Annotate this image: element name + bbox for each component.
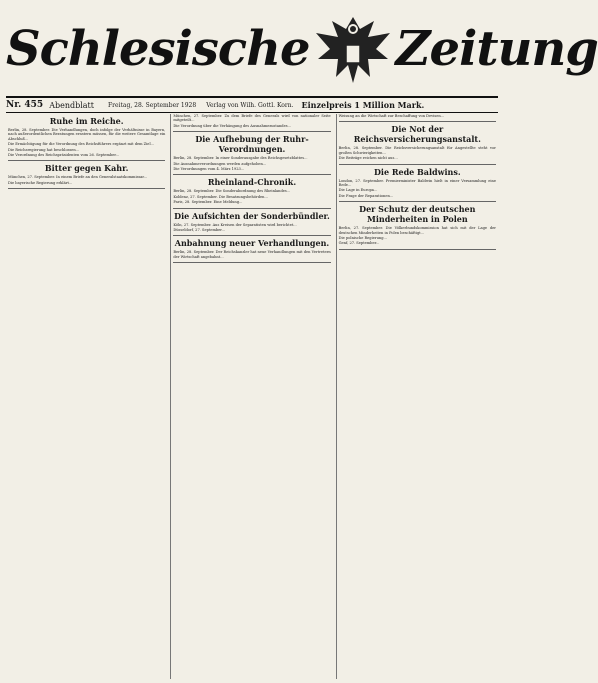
issue-date: Freitag, 28. September 1928 [108, 101, 197, 109]
article-headline: Bitter gegen Kahr. [44, 163, 129, 174]
article-headline: Die Not der Reichsversicherungsanstalt. [353, 124, 481, 145]
edition-label: Abendblatt [49, 100, 94, 110]
issue-number: Nr. 455 [6, 100, 44, 110]
article-paragraph: Die Verordnung des Reichspräsidenten vom 26. September... [8, 153, 120, 158]
article [339, 124, 496, 160]
article [8, 163, 165, 185]
article [339, 167, 496, 199]
article-divider [339, 121, 496, 122]
article-divider [173, 208, 330, 209]
column-2 [170, 114, 332, 679]
article [173, 177, 330, 204]
article-divider [339, 249, 496, 250]
article-paragraph: Die Ermächtigung für die Verordnung des Reichsführers ergänzt mit dem Ziel... [8, 142, 155, 147]
article [173, 134, 330, 171]
article [173, 211, 330, 233]
article-headline: Rheinland-Chronik. [207, 177, 297, 188]
article-divider [173, 262, 330, 263]
article-divider [173, 131, 330, 132]
article-paragraph: Die Beiträge reichen nicht aus... [338, 156, 398, 161]
article-headline: Anbahnung neuer Verhandlungen. [174, 238, 330, 249]
article-headline: Die Aufhebung der Ruhr-Verordnungen. [195, 134, 309, 155]
article-paragraph: Die Verordnung über die Verhängung des Ausnahmezustandes... [173, 123, 292, 128]
article-divider [173, 235, 330, 236]
article-paragraph: Die Frage der Reparationen... [338, 193, 394, 198]
article-divider [173, 174, 330, 175]
article-paragraph: München, 27. September. In einem Briefe an den Generalstaatskommissar... [8, 175, 148, 180]
article-divider [339, 201, 496, 202]
column-1 [6, 114, 167, 679]
masthead [6, 4, 598, 94]
issue-price: Einzelpreis 1 Million Mark. [301, 100, 425, 110]
article-paragraph: Die polnische Regierung... [338, 236, 387, 241]
article-paragraph: Berlin, 28. September. Die Verhandlungen, doch infolge der Verhältnisse in Bayern, nach außerordentlichen Beratungen ernstern müssen, für die weitere Gesamtlage ein Abschluß... [8, 128, 166, 141]
article-paragraph: Die Ausnahmeverordnungen werden aufgehoben... [173, 161, 267, 166]
column-3 [336, 114, 498, 679]
article-paragraph: Berlin, 28. September. In einer Sonderausgabe des Reichsgesetzblattes... [173, 156, 308, 161]
article-paragraph: Die bayerische Regierung erklärt... [8, 180, 73, 185]
article [339, 114, 496, 118]
article-paragraph: London, 27. September. Premierminister Baldwin hielt in einer Versammlung eine Rede... [338, 178, 496, 188]
article-paragraph: Berlin, 28. September. Die Reichsversicherungsanstalt für Angestellte steht vor großen Schwierigkeiten... [338, 146, 496, 155]
article-divider [8, 188, 165, 189]
article-headline: Die Rede Baldwins. [373, 166, 461, 177]
columns [6, 114, 498, 679]
article [339, 204, 496, 246]
article-paragraph: Berlin, 28. September. Der Reichskanzler hat neue Verhandlungen mit den Vertretern der Wirtschaft angebahnt... [173, 250, 331, 259]
article-paragraph: Berlin, 28. September. Die Sonderabordnung des Rheinlandes... [173, 189, 291, 194]
article-paragraph: Paris, 28. September. Eine Meldung... [173, 200, 243, 205]
article-paragraph: Genf, 27. September... [338, 241, 380, 246]
article-paragraph: Die Verordnungen vom 4. März 1923... [173, 167, 245, 172]
masthead-title-right: Zeitung [395, 21, 598, 77]
article-paragraph: Die Reichsregierung hat beschlossen... [8, 147, 80, 152]
article-paragraph: Die Lage in Europa... [338, 188, 378, 193]
article-paragraph: Weisung an die Wirtschaft zur Beschaffung von Devisen... [338, 114, 445, 118]
publisher: Verlag von Wilh. Gottl. Korn. [206, 101, 294, 109]
article-headline: Die Aufsichten der Sonderbündler. [174, 210, 330, 221]
article-paragraph: Köln, 27. September. Aus Kreisen der Separatisten wird berichtet... [173, 222, 297, 227]
article [173, 114, 330, 128]
article [173, 238, 330, 259]
article-paragraph: Koblenz, 27. September. Die Besatzungsbehörden... [173, 194, 268, 199]
article-headline: Der Schutz der deutschen Minderheiten in Polen [359, 204, 476, 225]
masthead-title-left: Schlesische [6, 21, 310, 77]
eagle-crest-icon [310, 8, 396, 90]
article-paragraph: Düsseldorf, 27. September... [173, 228, 226, 233]
article-paragraph: München, 27. September. Zu dem Briefe des Generals wird von nationaler Seite mitgeteilt... [173, 114, 331, 123]
article-divider [8, 160, 165, 161]
article-paragraph: Berlin, 27. September. Die Völkerbundskommission hat sich mit der Lage der deutschen Minderheiten in Polen beschäftigt... [338, 226, 496, 235]
info-bar [6, 96, 498, 113]
article-divider [339, 164, 496, 165]
article-headline: Ruhe im Reiche. [49, 116, 124, 126]
article [8, 116, 165, 157]
